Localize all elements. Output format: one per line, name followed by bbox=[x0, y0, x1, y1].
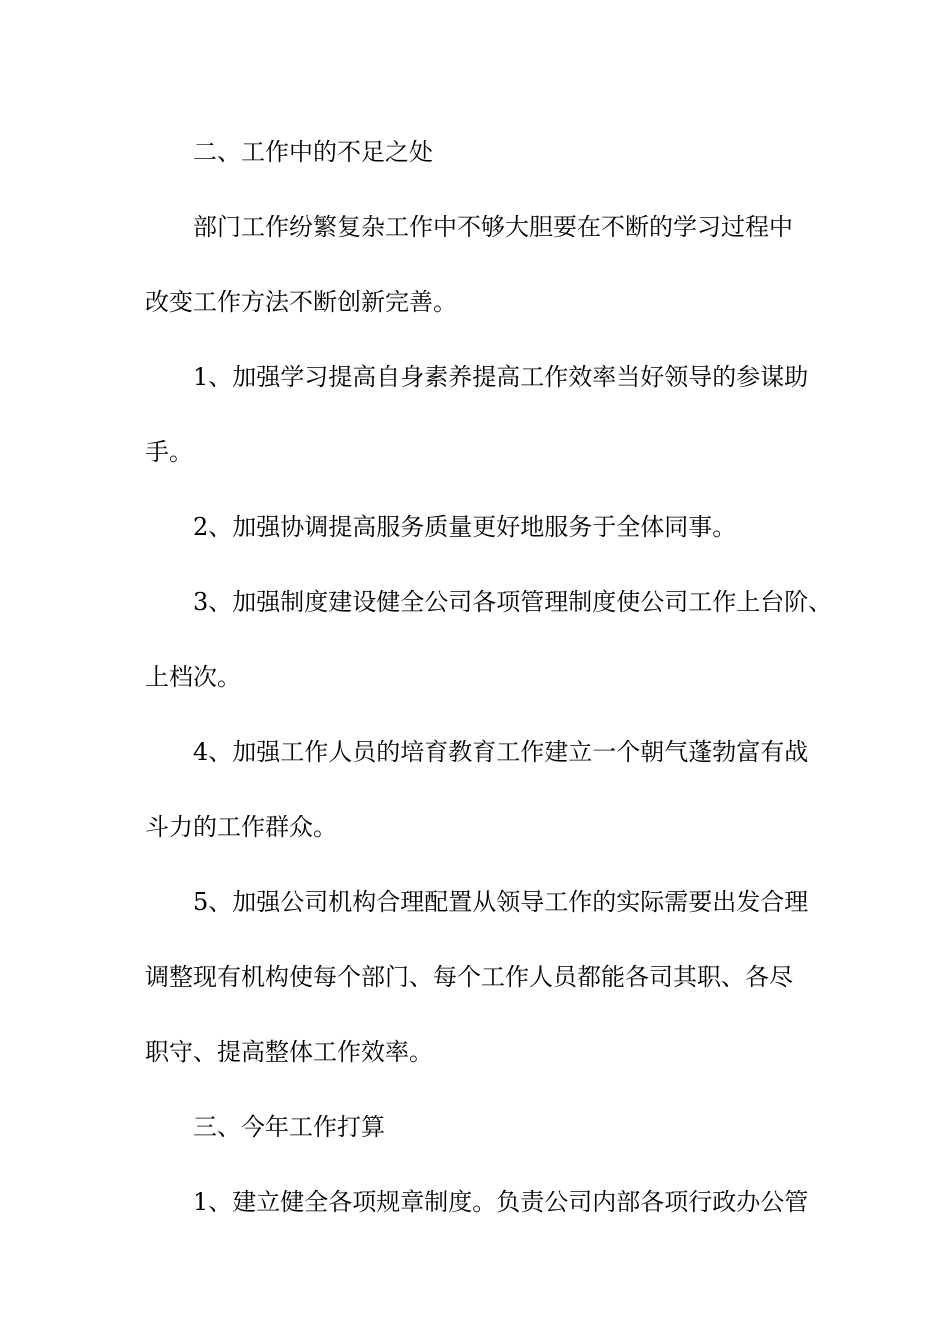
list-item-line: 5、加强公司机构合理配置从领导工作的实际需要出发合理 bbox=[193, 888, 809, 916]
section-heading-plans: 三、今年工作打算 bbox=[193, 1113, 385, 1141]
list-item-line: 职守、提高整体工作效率。 bbox=[145, 1038, 433, 1066]
paragraph-line: 部门工作纷繁复杂工作中不够大胆要在不断的学习过程中 bbox=[193, 213, 793, 241]
section-heading-shortcomings: 二、工作中的不足之处 bbox=[193, 138, 433, 166]
list-item-line: 4、加强工作人员的培育教育工作建立一个朝气蓬勃富有战 bbox=[193, 738, 809, 766]
list-item-line: 1、加强学习提高自身素养提高工作效率当好领导的参谋助 bbox=[193, 363, 809, 391]
list-item-line: 斗力的工作群众。 bbox=[145, 813, 337, 841]
list-item-line: 手。 bbox=[145, 438, 193, 466]
list-item-line: 调整现有机构使每个部门、每个工作人员都能各司其职、各尽 bbox=[145, 963, 793, 991]
list-item-line: 3、加强制度建设健全公司各项管理制度使公司工作上台阶、 bbox=[193, 588, 833, 616]
list-item-line: 1、建立健全各项规章制度。负责公司内部各项行政办公管 bbox=[193, 1188, 809, 1216]
list-item-line: 上档次。 bbox=[145, 663, 241, 691]
list-item-line: 2、加强协调提高服务质量更好地服务于全体同事。 bbox=[193, 513, 737, 541]
paragraph-line: 改变工作方法不断创新完善。 bbox=[145, 288, 457, 316]
